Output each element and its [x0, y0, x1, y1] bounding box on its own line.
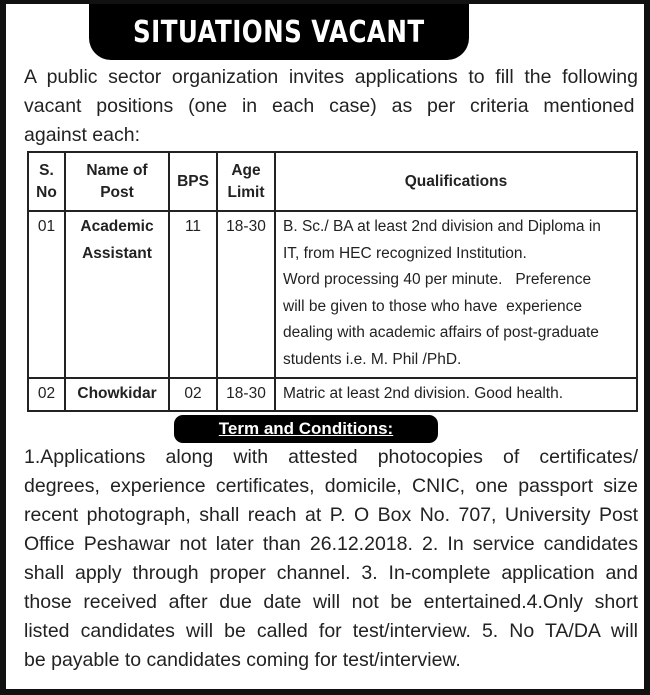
- terms-line: those received after due date will not be entertained.4.Only short: [24, 591, 638, 613]
- terms-line: shall apply through proper channel. 3. In-complete application and: [24, 562, 638, 584]
- table-header-row: [28, 152, 637, 211]
- terms-paragraph: [24, 443, 638, 675]
- title-banner: [89, 4, 469, 60]
- table-row: [28, 378, 637, 411]
- terms-line: be payable to candidates coming for test/interview.: [24, 649, 461, 671]
- header-sno: S. No: [28, 152, 65, 211]
- cell-post-name: Chowkidar: [65, 378, 169, 411]
- cell-qualifications: Matric at least 2nd division. Good health.: [275, 378, 637, 411]
- header-age-limit: Age Limit: [217, 152, 275, 211]
- cell-bps: 02: [169, 378, 217, 411]
- cell-post-name: Academic Assistant: [65, 211, 169, 378]
- table-row: [28, 211, 637, 378]
- cell-sno: 02: [28, 378, 65, 411]
- cell-age-limit: 18-30: [217, 378, 275, 411]
- intro-paragraph: [24, 63, 638, 150]
- cell-qualifications: B. Sc./ BA at least 2nd division and Diploma in IT, from HEC recognized Institution. Word processing 40 per minute. Preference will be given to those who have experience dealing with academic affairs of post-graduate students i.e. M. Phil /PhD.: [275, 211, 637, 378]
- cell-sno: 01: [28, 211, 65, 378]
- intro-line: vacant positions (one in each case) as per criteria mentioned: [24, 95, 635, 117]
- cell-age-limit: 18-30: [217, 211, 275, 378]
- header-qualifications: Qualifications: [275, 152, 637, 211]
- vacancy-table: [27, 151, 638, 412]
- intro-line: against each:: [24, 124, 141, 146]
- terms-line: Office Peshawar not later than 26.12.2018. 2. In service candidates: [24, 533, 638, 555]
- header-name-of-post: Name of Post: [65, 152, 169, 211]
- terms-heading: Term and Conditions:: [218, 419, 394, 438]
- terms-heading-banner: [174, 415, 438, 443]
- intro-line: A public sector organization invites applications to fill the following: [24, 66, 638, 88]
- terms-line: listed candidates will be called for test/interview. 5. No TA/DA will: [24, 620, 638, 642]
- page-title: SITUATIONS VACANT: [133, 14, 425, 50]
- terms-line: degrees, experience certificates, domicile, CNIC, one passport size: [24, 475, 638, 497]
- terms-line: recent photograph, shall reach at P. O Box No. 707, University Post: [24, 504, 638, 526]
- header-bps: BPS: [169, 152, 217, 211]
- terms-line: 1.Applications along with attested photocopies of certificates/: [24, 446, 638, 468]
- cell-bps: 11: [169, 211, 217, 378]
